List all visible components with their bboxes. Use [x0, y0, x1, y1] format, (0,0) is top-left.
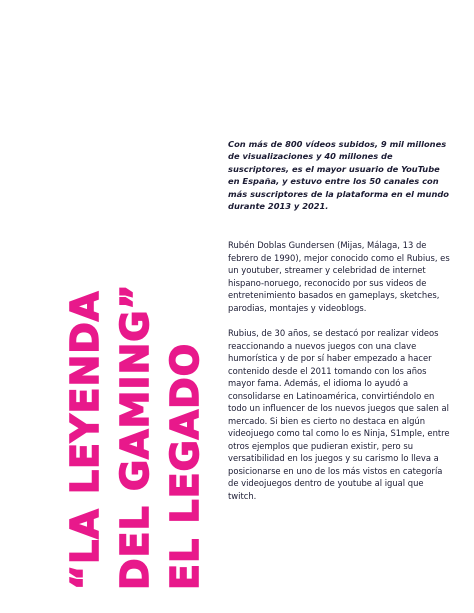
- headline-line-1: “LA LEYENDA: [63, 290, 107, 590]
- headline-line-3: EL LEGADO: [163, 342, 207, 590]
- vertical-headline: [60, 100, 210, 590]
- lede-paragraph: Con más de 800 vídeos subidos, 9 mil millones de visualizaciones y 40 millones de suscriptores, es el mayor usuario de YouTube en España, y estuvo entre los 50 canales con más suscriptores de la plataforma en el mundo durante 2013 y 2021.: [228, 139, 450, 212]
- body-paragraph-1: Rubén Doblas Gundersen (Mijas, Málaga, 13 de febrero de 1990), mejor conocido como el Rubius, es un youtuber, streamer y celebridad de internet hispano-noruego, reconocido por sus videos de entretenimiento basados en gameplays, sketches, parodias, montajes y videoblogs.: [228, 240, 450, 313]
- article-body: [228, 239, 450, 515]
- body-paragraph-2: Rubius, de 30 años, se destacó por realizar videos reaccionando a nuevos juegos con una clave humorística y de por sí haber empezado a hacer contenido desde el 2011 tomando con los años mayor fama. Además, el idioma lo ayudó a consolidarse en Latinoamérica, convirtiéndolo en todo un influencer de los nuevos juegos que salen al mercado. Si bien es cierto no destaca en algún videojuego como tal como lo es Ninja, S1mple, entre otros ejemplos que pudieran existir, pero su versatibilidad en los juegos y su carismo lo lleva a posicionarse en uno de los más vistos en categoría de videojuegos dentro de youtube al igual que twitch.: [228, 328, 450, 501]
- headline-line-2: DEL GAMING”: [113, 283, 157, 590]
